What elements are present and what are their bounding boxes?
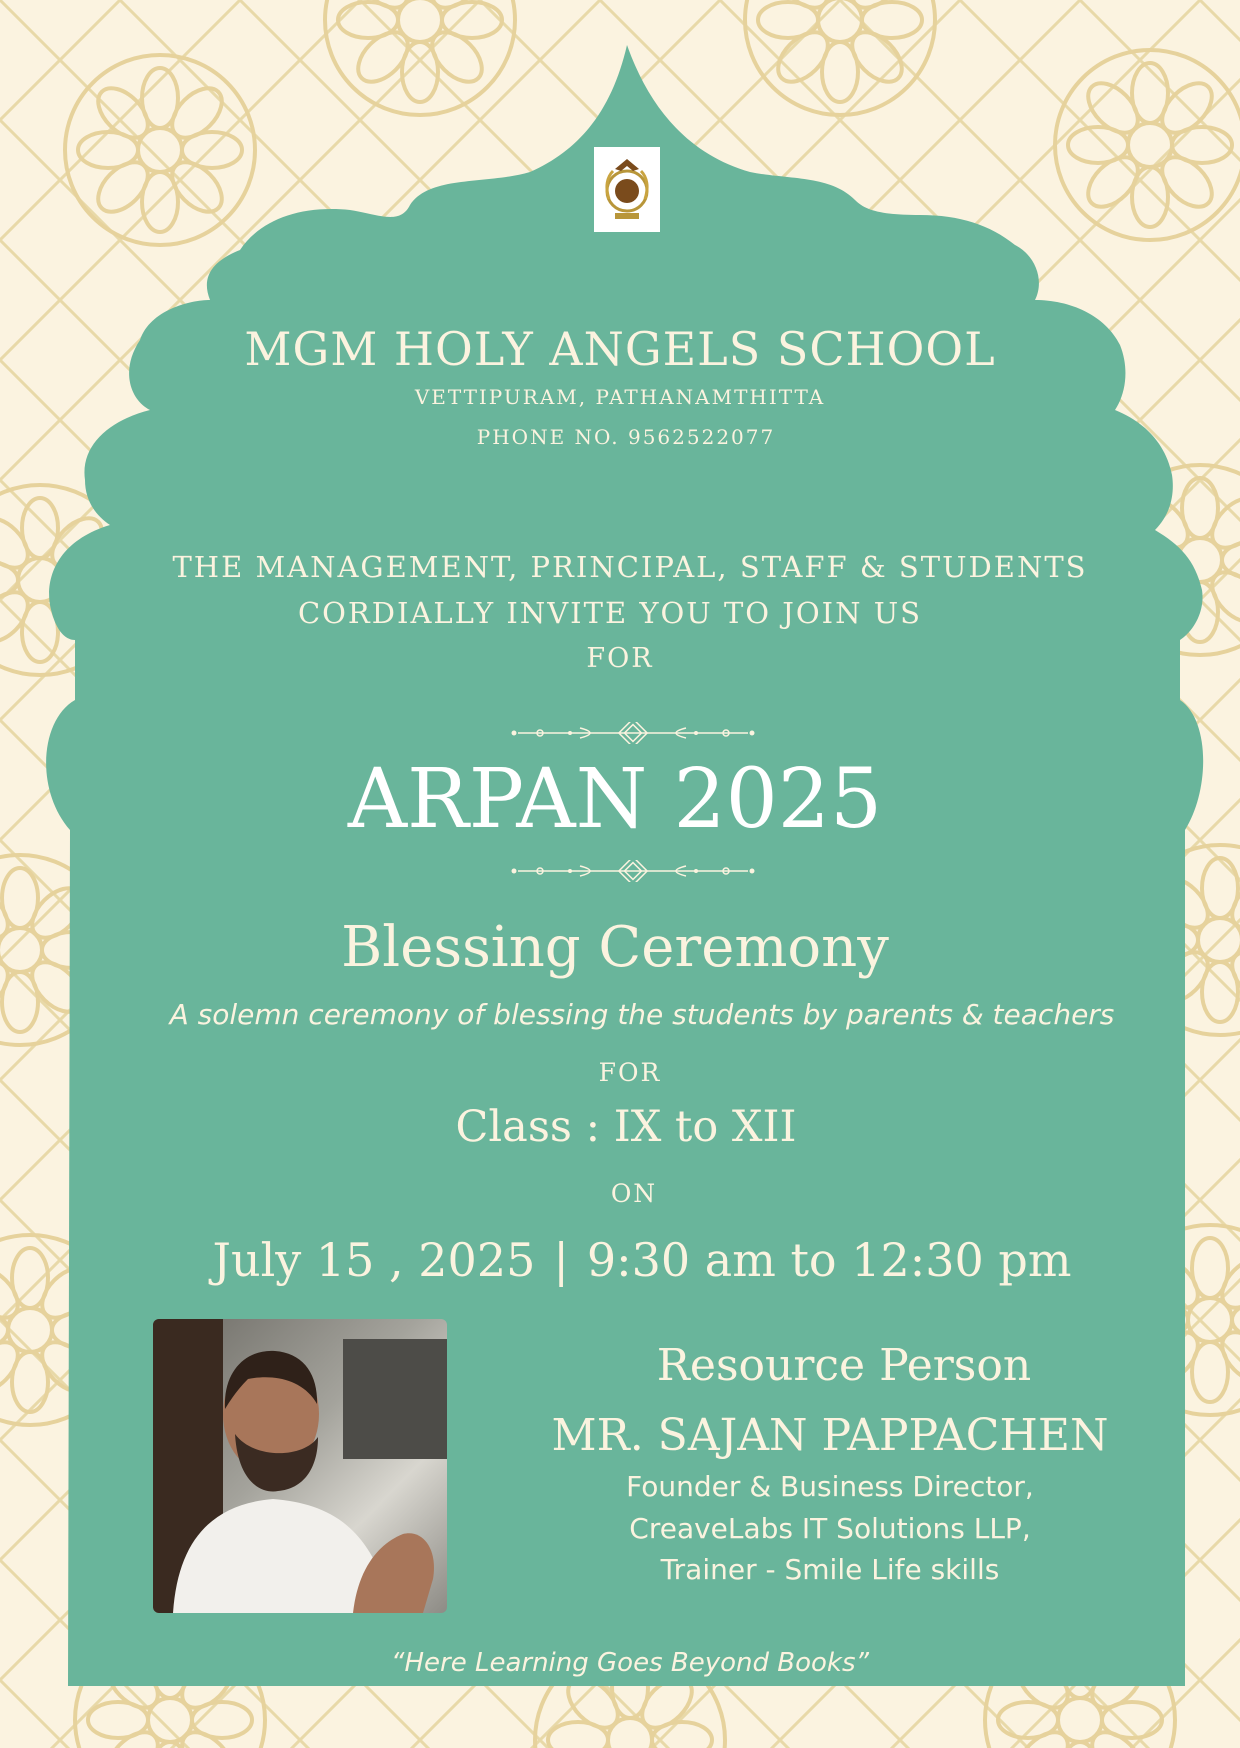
resource-person-photo <box>153 1319 447 1613</box>
invitation-line-2: CORDIALLY INVITE YOU TO JOIN US <box>297 596 923 630</box>
school-logo <box>594 147 660 232</box>
event-time: 9:30 am to 12:30 pm <box>586 1233 1072 1287</box>
date-separator: | <box>553 1233 569 1287</box>
ornament-divider-top <box>510 722 756 744</box>
person-portrait-icon <box>153 1319 447 1613</box>
ornament-divider-bottom <box>510 860 756 882</box>
school-address: VETTIPURAM, PATHANAMTHITTA <box>414 385 826 409</box>
resource-person-name: MR. SAJAN PAPPACHEN <box>551 1410 1109 1461</box>
resource-person-label: Resource Person <box>656 1340 1032 1391</box>
event-date: July 15 , 2025 <box>212 1233 536 1287</box>
event-name: ARPAN 2025 <box>347 752 883 847</box>
event-description: A solemn ceremony of blessing the students by parents & teachers <box>169 998 1115 1031</box>
on-label: ON <box>610 1179 658 1208</box>
invitation-line-3: FOR <box>586 643 654 674</box>
resource-person-organization: CreaveLabs IT Solutions LLP, <box>629 1512 1031 1545</box>
school-crest-icon <box>601 157 653 223</box>
class-range: Class : IX to XII <box>455 1102 797 1152</box>
resource-person-role: Founder & Business Director, <box>626 1470 1034 1503</box>
event-subtitle: Blessing Ceremony <box>341 915 889 980</box>
school-phone: PHONE NO. 9562522077 <box>476 425 776 449</box>
school-tagline: “Here Learning Goes Beyond Books” <box>391 1648 869 1678</box>
date-time-line <box>22 1233 1240 1287</box>
invitation-line-1: THE MANAGEMENT, PRINCIPAL, STAFF & STUDENTS <box>172 550 1088 584</box>
school-name: MGM HOLY ANGELS SCHOOL <box>244 322 996 376</box>
resource-person-extra: Trainer - Smile Life skills <box>660 1553 1000 1586</box>
for-label: FOR <box>598 1058 662 1087</box>
